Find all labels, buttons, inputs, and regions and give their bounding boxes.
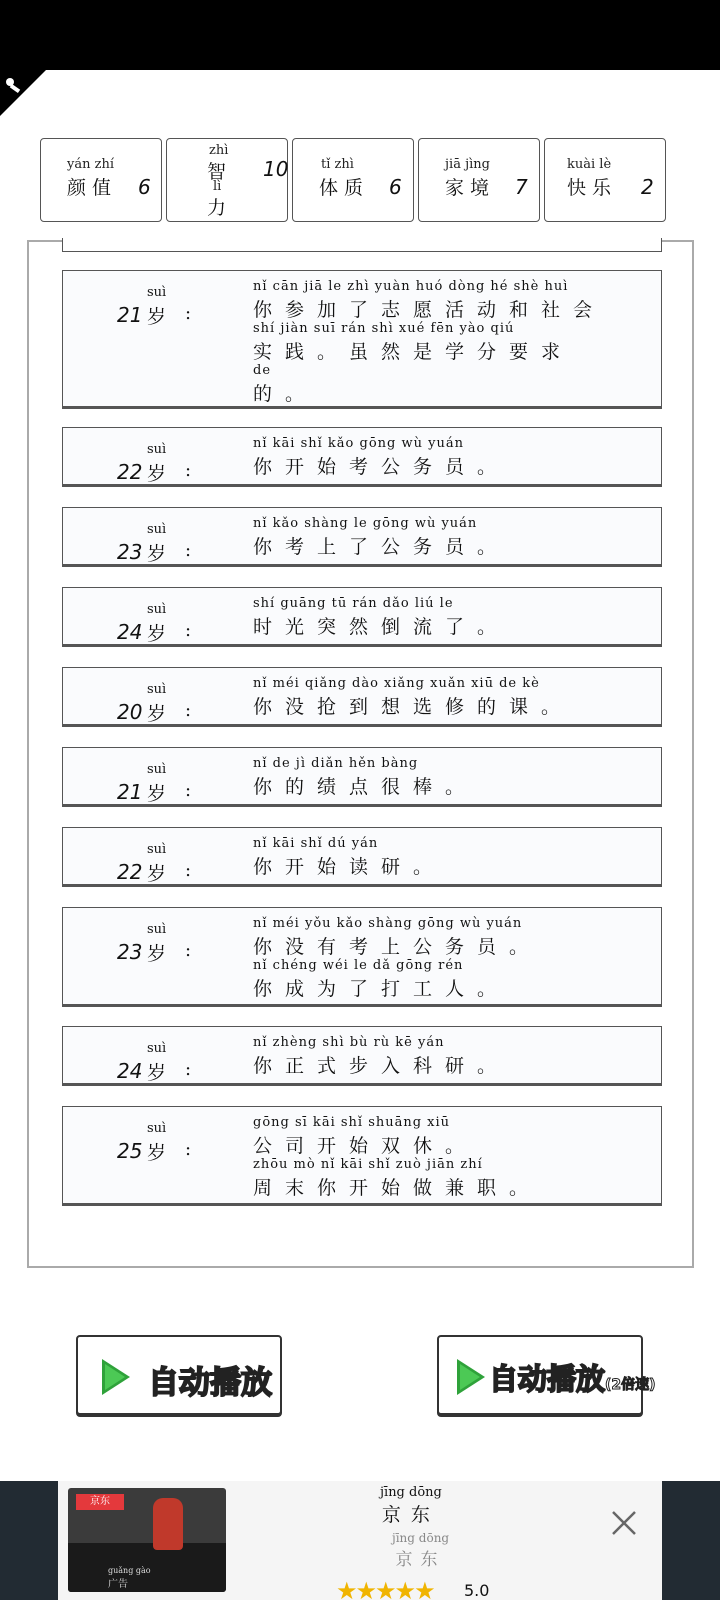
event-line: [253, 596, 653, 636]
event-chinese: 你没有考上公务员。: [253, 936, 542, 958]
log-entry: [62, 507, 662, 565]
ad-tag-text: 广告: [108, 1579, 128, 1590]
age-label: [117, 1041, 187, 1091]
sui-text: 岁: [147, 783, 167, 805]
event-chinese: 实践。虽然是学分要求: [253, 341, 574, 363]
sui-pinyin: suì: [147, 522, 167, 537]
sui-pinyin: suì: [147, 682, 167, 697]
ad-subtitle-text: 京东: [395, 1550, 446, 1570]
ad-title[interactable]: [380, 1485, 442, 1527]
event-chinese: 你考上了公务员。: [253, 536, 510, 558]
ad-title-pinyin: jīng dōng: [380, 1485, 442, 1500]
log-entry: [62, 667, 662, 725]
stat-pinyin: jiā jìng: [445, 157, 490, 172]
event-line: [253, 1115, 653, 1155]
stat-value: 6: [138, 175, 151, 199]
age-colon: :: [185, 860, 192, 881]
event-chinese: 你开始考公务员。: [253, 456, 510, 478]
age-colon: :: [185, 460, 192, 481]
event-line: [253, 916, 653, 956]
age-number: 24: [117, 620, 143, 644]
age-colon: :: [185, 540, 192, 561]
stat-constitution: [292, 138, 414, 222]
event-text: [253, 1035, 653, 1077]
log-top-edge: [62, 238, 662, 252]
event-pinyin: nǐ méi yǒu kǎo shàng gōng wù yuán: [253, 916, 523, 931]
stat-label: 力: [207, 197, 233, 219]
stat-label: 颜值: [67, 177, 118, 199]
age-colon: :: [185, 700, 192, 721]
stat-value: 6: [389, 175, 402, 199]
age-number: 22: [117, 860, 143, 884]
autoplay-2x-text: 自动播放: [489, 1362, 606, 1396]
event-line: [253, 363, 653, 403]
ad-side-right: [662, 1481, 720, 1600]
stat-appearance: [40, 138, 162, 222]
sui-text: 岁: [147, 943, 167, 965]
life-log-panel[interactable]: [27, 240, 694, 1268]
event-line: [253, 1157, 653, 1197]
age-label: [117, 442, 187, 492]
age-label: [117, 1121, 187, 1171]
event-pinyin: nǐ cān jiā le zhì yuàn huó dòng hé shè huì: [253, 279, 569, 294]
age-label: [117, 762, 187, 812]
age-number: 20: [117, 700, 143, 724]
age-number: 21: [117, 780, 143, 804]
event-line: [253, 1035, 653, 1075]
play-icon: [457, 1359, 485, 1395]
stat-intelligence: [166, 138, 288, 222]
stat-family: [418, 138, 540, 222]
event-text: [253, 836, 653, 878]
sui-pinyin: suì: [147, 602, 167, 617]
ad-tag-pinyin: guǎng gào: [108, 1566, 151, 1575]
log-entry: [62, 747, 662, 805]
log-entry: [62, 1026, 662, 1084]
ad-title-text: 京东: [381, 1504, 440, 1526]
sui-text: 岁: [147, 306, 167, 328]
autoplay-2x-label: [489, 1357, 656, 1398]
stat-label: 体质: [319, 177, 370, 199]
sui-text: 岁: [147, 1062, 167, 1084]
sui-text: 岁: [147, 703, 167, 725]
event-chinese: 你没抢到想选修的课。: [253, 696, 574, 718]
sui-pinyin: suì: [147, 842, 167, 857]
age-label: [117, 602, 187, 652]
event-chinese: 你的绩点很棒。: [253, 776, 478, 798]
stat-pinyin: yán zhí: [67, 157, 114, 172]
age-colon: :: [185, 303, 192, 324]
event-pinyin: shí jiàn suī rán shì xué fēn yào qiú: [253, 321, 515, 336]
age-label: [117, 842, 187, 892]
log-entry: [62, 587, 662, 645]
age-colon: :: [185, 1059, 192, 1080]
autoplay-label: 自动播放: [148, 1365, 272, 1401]
event-text: [253, 676, 653, 718]
sui-text: 岁: [147, 463, 167, 485]
event-pinyin: nǐ kǎo shàng le gōng wù yuán: [253, 516, 478, 531]
age-number: 23: [117, 540, 143, 564]
sui-pinyin: suì: [147, 442, 167, 457]
ad-tag: [108, 1566, 151, 1590]
event-line: [253, 279, 653, 319]
event-line: [253, 756, 653, 796]
ad-banner[interactable]: [0, 1481, 720, 1605]
ad-subtitle: [392, 1531, 449, 1570]
stat-label: 快乐: [567, 177, 618, 199]
event-chinese: 的。: [253, 383, 318, 405]
event-chinese: 公司开始双休。: [253, 1135, 478, 1157]
age-number: 25: [117, 1139, 143, 1163]
age-colon: :: [185, 1139, 192, 1160]
event-pinyin: nǐ kāi shǐ dú yán: [253, 836, 379, 851]
attributes-bar: [40, 138, 680, 224]
age-label: [117, 922, 187, 972]
stat-label: 智: [207, 161, 233, 183]
event-line: [253, 958, 653, 998]
log-entry: [62, 1106, 662, 1204]
event-text: [253, 279, 653, 405]
stat-pinyin: tǐ zhì: [321, 157, 354, 172]
age-colon: :: [185, 940, 192, 961]
stat-pinyin: zhì: [209, 143, 229, 158]
event-chinese: 你参加了志愿活动和社会: [253, 299, 606, 321]
sui-text: 岁: [147, 863, 167, 885]
event-line: [253, 436, 653, 476]
rating-value: 5.0: [464, 1581, 490, 1600]
event-text: [253, 916, 653, 1000]
age-number: 22: [117, 460, 143, 484]
event-line: [253, 676, 653, 716]
sui-text: 岁: [147, 623, 167, 645]
play-icon: [102, 1359, 130, 1395]
age-label: [117, 682, 187, 732]
event-text: [253, 436, 653, 478]
event-pinyin: de: [253, 363, 272, 378]
event-line: [253, 321, 653, 361]
stat-value: 7: [515, 175, 528, 199]
event-chinese: 周末你开始做兼职。: [253, 1177, 542, 1199]
sui-pinyin: suì: [147, 762, 167, 777]
stat-value: 2: [641, 175, 654, 199]
event-pinyin: nǐ chéng wéi le dǎ gōng rén: [253, 958, 464, 973]
event-text: [253, 596, 653, 638]
stat-pinyin: lì: [213, 179, 222, 194]
ad-side-left: [0, 1481, 58, 1600]
close-icon[interactable]: [609, 1508, 639, 1538]
age-label: [117, 522, 187, 572]
event-text: [253, 516, 653, 558]
jd-logo: 京东: [76, 1494, 124, 1510]
event-line: [253, 836, 653, 876]
event-pinyin: zhōu mò nǐ kāi shǐ zuò jiān zhí: [253, 1157, 483, 1172]
log-entry: [62, 427, 662, 485]
event-pinyin: shí guāng tū rán dǎo liú le: [253, 596, 454, 611]
event-text: [253, 1115, 653, 1199]
speed-suffix: (2倍速): [605, 1377, 656, 1393]
sui-pinyin: suì: [147, 922, 167, 937]
age-colon: :: [185, 780, 192, 801]
log-entry: [62, 907, 662, 1005]
event-pinyin: nǐ méi qiǎng dào xiǎng xuǎn xiū de kè: [253, 676, 540, 691]
age-number: 23: [117, 940, 143, 964]
age-number: 24: [117, 1059, 143, 1083]
stat-value: 10: [263, 157, 289, 181]
log-entry: [62, 827, 662, 885]
event-line: [253, 516, 653, 556]
stat-pinyin: kuài lè: [567, 157, 612, 172]
status-bar: [0, 0, 720, 70]
event-chinese: 你成为了打工人。: [253, 978, 510, 1000]
sui-pinyin: suì: [147, 1041, 167, 1056]
ad-thumbnail[interactable]: [68, 1488, 226, 1592]
rating-stars-icon: ★★★★★: [336, 1577, 434, 1605]
stat-happiness: [544, 138, 666, 222]
sui-pinyin: suì: [147, 1121, 167, 1136]
event-text: [253, 756, 653, 798]
sui-text: 岁: [147, 1142, 167, 1164]
shoe-image: [153, 1498, 183, 1550]
event-pinyin: nǐ zhèng shì bù rù kē yán: [253, 1035, 445, 1050]
ad-subtitle-pinyin: jīng dōng: [392, 1531, 450, 1545]
event-pinyin: nǐ kāi shǐ kǎo gōng wù yuán: [253, 436, 464, 451]
sui-pinyin: suì: [147, 285, 167, 300]
event-chinese: 时光突然倒流了。: [253, 616, 510, 638]
autoplay-button[interactable]: [76, 1335, 282, 1415]
sui-text: 岁: [147, 543, 167, 565]
autoplay-2x-button[interactable]: [437, 1335, 656, 1415]
log-entry: [62, 270, 662, 407]
event-pinyin: nǐ de jì diǎn hěn bàng: [253, 756, 419, 771]
event-chinese: 你正式步入科研。: [253, 1055, 510, 1077]
age-label: [117, 285, 187, 335]
event-pinyin: gōng sī kāi shǐ shuāng xiū: [253, 1115, 451, 1130]
age-number: 21: [117, 303, 143, 327]
age-colon: :: [185, 620, 192, 641]
event-chinese: 你开始读研。: [253, 856, 446, 878]
stat-label: 家境: [445, 177, 496, 199]
back-corner-icon[interactable]: [0, 70, 46, 116]
